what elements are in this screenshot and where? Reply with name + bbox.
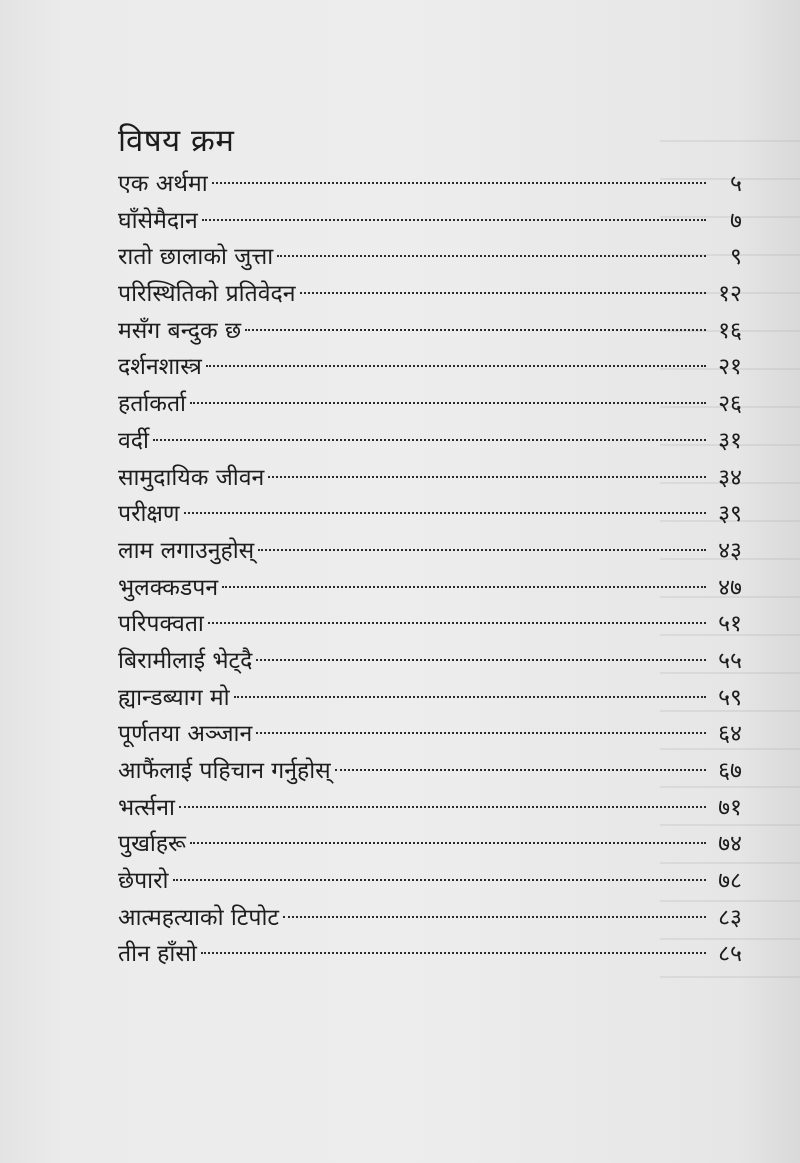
entry-page-number: ३४ — [718, 464, 742, 491]
toc-entry — [118, 423, 742, 460]
toc-entry — [118, 496, 742, 533]
entry-title: मसँग बन्दुक छ — [118, 317, 242, 344]
toc-entry — [118, 790, 742, 827]
toc-entry — [118, 460, 742, 497]
dot-leader — [202, 219, 706, 221]
entry-page-number: ६४ — [718, 721, 742, 748]
entry-title: लाम लगाउनुहोस् — [118, 537, 255, 564]
entry-title: भुलक्कडपन — [118, 574, 219, 601]
toc-entry — [118, 863, 742, 900]
entry-title: सामुदायिक जीवन — [118, 464, 265, 491]
entry-title: आफैंलाई पहिचान गर्नुहोस् — [118, 758, 331, 784]
entry-page-number: १२ — [718, 281, 742, 308]
toc-entry — [118, 276, 742, 313]
entry-title: तीन हाँसो — [118, 941, 197, 968]
toc-list — [118, 166, 742, 973]
entry-page-number: ४७ — [718, 574, 742, 601]
entry-title: रातो छालाको जुत्ता — [118, 244, 274, 271]
toc-entry — [118, 826, 742, 863]
dot-leader — [256, 732, 706, 734]
dot-leader — [256, 659, 706, 661]
dot-leader — [208, 622, 706, 624]
toc-entry — [118, 643, 742, 680]
entry-title: वर्दी — [118, 427, 149, 454]
entry-page-number: ५५ — [718, 647, 742, 674]
entry-page-number: २६ — [718, 391, 742, 418]
entry-title: पुर्खाहरू — [118, 831, 186, 858]
toc-entry — [118, 533, 742, 570]
dot-leader — [184, 512, 706, 514]
toc-entry — [118, 349, 742, 386]
entry-title: हर्ताकर्ता — [118, 391, 187, 418]
entry-page-number: ३१ — [718, 427, 742, 454]
dot-leader — [190, 842, 706, 844]
toc-entry — [118, 606, 742, 643]
entry-title: ह्यान्डब्याग मो — [118, 684, 230, 711]
entry-page-number: ७८ — [718, 868, 742, 895]
entry-title: बिरामीलाई भेट्दै — [118, 647, 253, 674]
entry-page-number: ७ — [730, 207, 742, 234]
toc-entry — [118, 753, 742, 790]
dot-leader — [283, 916, 706, 918]
entry-page-number: ५१ — [718, 611, 742, 638]
table-of-contents — [118, 122, 742, 973]
dot-leader — [212, 182, 706, 184]
entry-page-number: ८५ — [718, 941, 742, 968]
toc-entry — [118, 239, 742, 276]
entry-page-number: ६७ — [718, 758, 742, 784]
dot-leader — [173, 879, 706, 881]
toc-entry — [118, 716, 742, 753]
dot-leader — [300, 292, 707, 294]
entry-page-number: ७१ — [718, 794, 742, 821]
toc-entry — [118, 900, 742, 937]
dot-leader — [201, 952, 706, 954]
entry-title: परिस्थितिको प्रतिवेदन — [118, 281, 296, 308]
dot-leader — [206, 365, 706, 367]
entry-title: आत्महत्याको टिपोट — [118, 904, 279, 931]
toc-entry — [118, 386, 742, 423]
toc-entry — [118, 313, 742, 350]
entry-page-number: ४३ — [718, 537, 742, 564]
entry-page-number: ८३ — [718, 904, 742, 931]
dot-leader — [277, 255, 706, 257]
entry-title: पूर्णतया अञ्जान — [118, 721, 253, 748]
toc-heading: विषय क्रम — [118, 123, 235, 159]
entry-page-number: ५९ — [718, 684, 742, 711]
entry-title: एक अर्थमा — [118, 171, 208, 197]
entry-title: परीक्षण — [118, 501, 180, 528]
entry-title: छेपारो — [118, 868, 169, 895]
entry-title: परिपक्वता — [118, 611, 204, 638]
toc-entry — [118, 203, 742, 240]
entry-page-number: ५ — [730, 171, 742, 197]
entry-title: घाँसेमैदान — [118, 207, 198, 234]
entry-title: भर्त्सना — [118, 794, 176, 821]
dot-leader — [234, 696, 706, 698]
toc-entry — [118, 570, 742, 607]
dot-leader — [222, 586, 706, 588]
entry-page-number: ९ — [730, 244, 742, 271]
dot-leader — [335, 769, 706, 771]
dot-leader — [153, 439, 706, 441]
dot-leader — [179, 806, 706, 808]
dot-leader — [245, 329, 706, 331]
dot-leader — [258, 549, 706, 551]
entry-page-number: २१ — [718, 354, 742, 381]
entry-page-number: १६ — [718, 317, 742, 344]
toc-entry — [118, 936, 742, 973]
dot-leader — [190, 402, 706, 404]
entry-page-number: ७४ — [718, 831, 742, 858]
entry-page-number: ३९ — [718, 501, 742, 528]
toc-entry — [118, 166, 742, 203]
entry-title: दर्शनशास्त्र — [118, 354, 202, 381]
toc-entry — [118, 680, 742, 717]
dot-leader — [268, 476, 706, 478]
